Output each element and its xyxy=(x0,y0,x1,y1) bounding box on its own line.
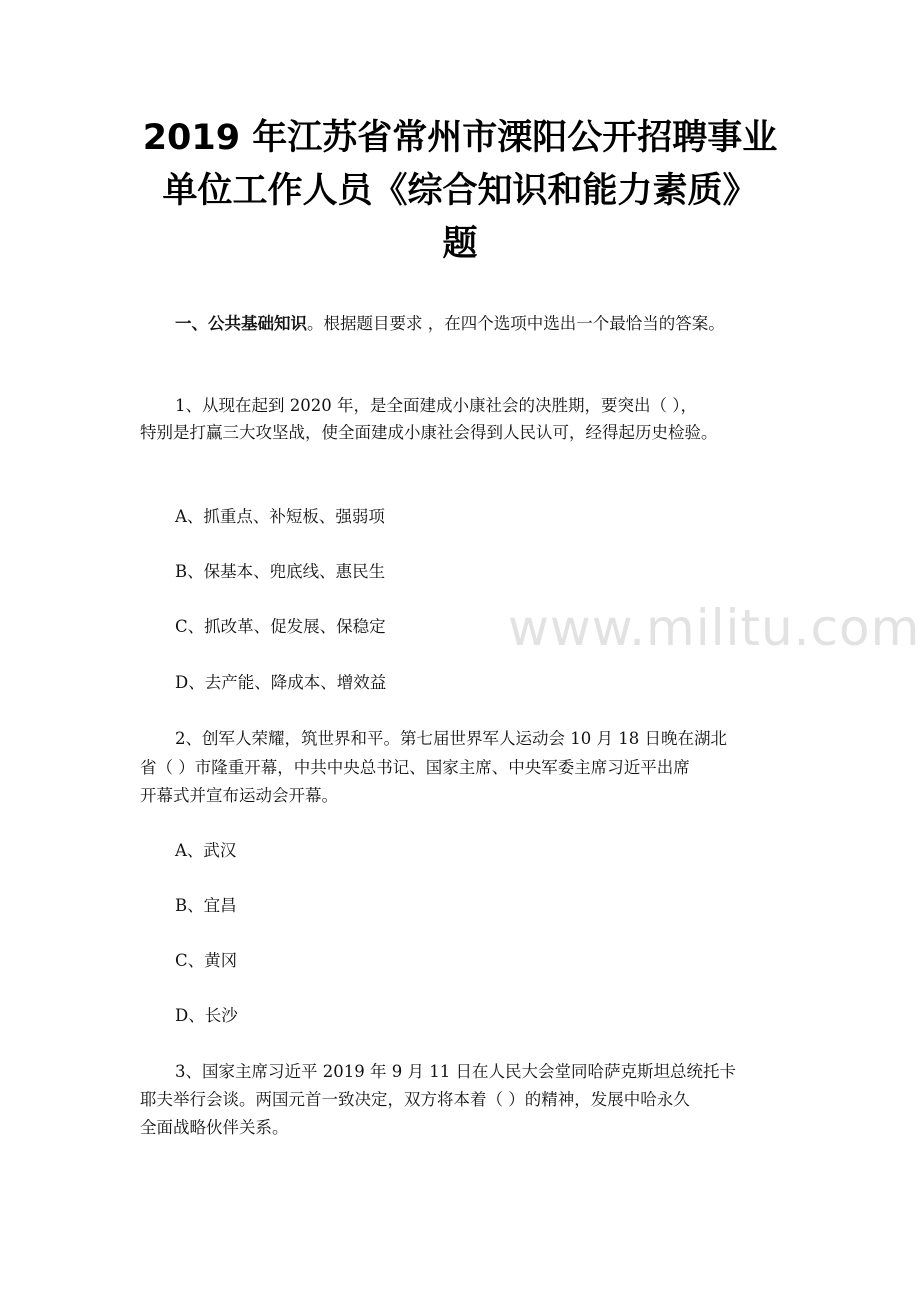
question-2-line-1: 2、创军人荣耀，筑世界和平。第七届世界军人运动会 10 月 18 日晚在湖北 xyxy=(175,729,727,748)
title-line: 题 xyxy=(442,224,478,264)
question-2-line-3: 开幕式并宣布运动会开幕。 xyxy=(140,786,338,805)
question-1-line-2: 特别是打赢三大攻坚战，使全面建成小康社会得到人民认可，经得起历史检验。 xyxy=(140,423,718,442)
question-3-line-1: 3、国家主席习近平 2019 年 9 月 11 日在人民大会堂同哈萨克斯坦总统托卡 xyxy=(175,1062,736,1081)
question-1-option-c: C、抓改革、促发展、保稳定 xyxy=(175,617,386,636)
title-line: 2019 年江苏省常州市溧阳公开招聘事业 xyxy=(142,118,778,158)
question-1-line-1: 1、从现在起到 2020 年，是全面建成小康社会的决胜期，要突出（ ）， xyxy=(175,396,697,415)
title-line: 单位工作人员《综合知识和能力素质》 xyxy=(162,171,758,211)
document-title xyxy=(120,112,800,271)
question-2-option-a: A、武汉 xyxy=(175,841,237,860)
section-heading: 一、公共基础知识 xyxy=(175,314,307,333)
question-3-line-2: 耶夫举行会谈。两国元首一致决定，双方将本着（ ）的精神，发展中哈永久 xyxy=(140,1090,690,1109)
section-instruction xyxy=(175,312,725,336)
question-2-line-2: 省（ ）市隆重开幕，中共中央总书记、国家主席、中央军委主席习近平出席 xyxy=(140,758,690,777)
question-1-option-a: A、抓重点、补短板、强弱项 xyxy=(175,507,385,526)
watermark: www.militu.com xyxy=(508,599,920,657)
question-2-option-d: D、长沙 xyxy=(175,1006,238,1025)
section-instruction-text: 。根据题目要求 ，在四个选项中选出一个最恰当的答案。 xyxy=(307,314,725,333)
question-2-option-b: B、宜昌 xyxy=(175,896,237,915)
question-1-option-b: B、保基本、兜底线、惠民生 xyxy=(175,562,386,581)
question-3-line-3: 全面战略伙伴关系。 xyxy=(140,1118,289,1137)
question-2-option-c: C、黄冈 xyxy=(175,951,238,970)
question-1-option-d: D、去产能、降成本、增效益 xyxy=(175,673,387,692)
